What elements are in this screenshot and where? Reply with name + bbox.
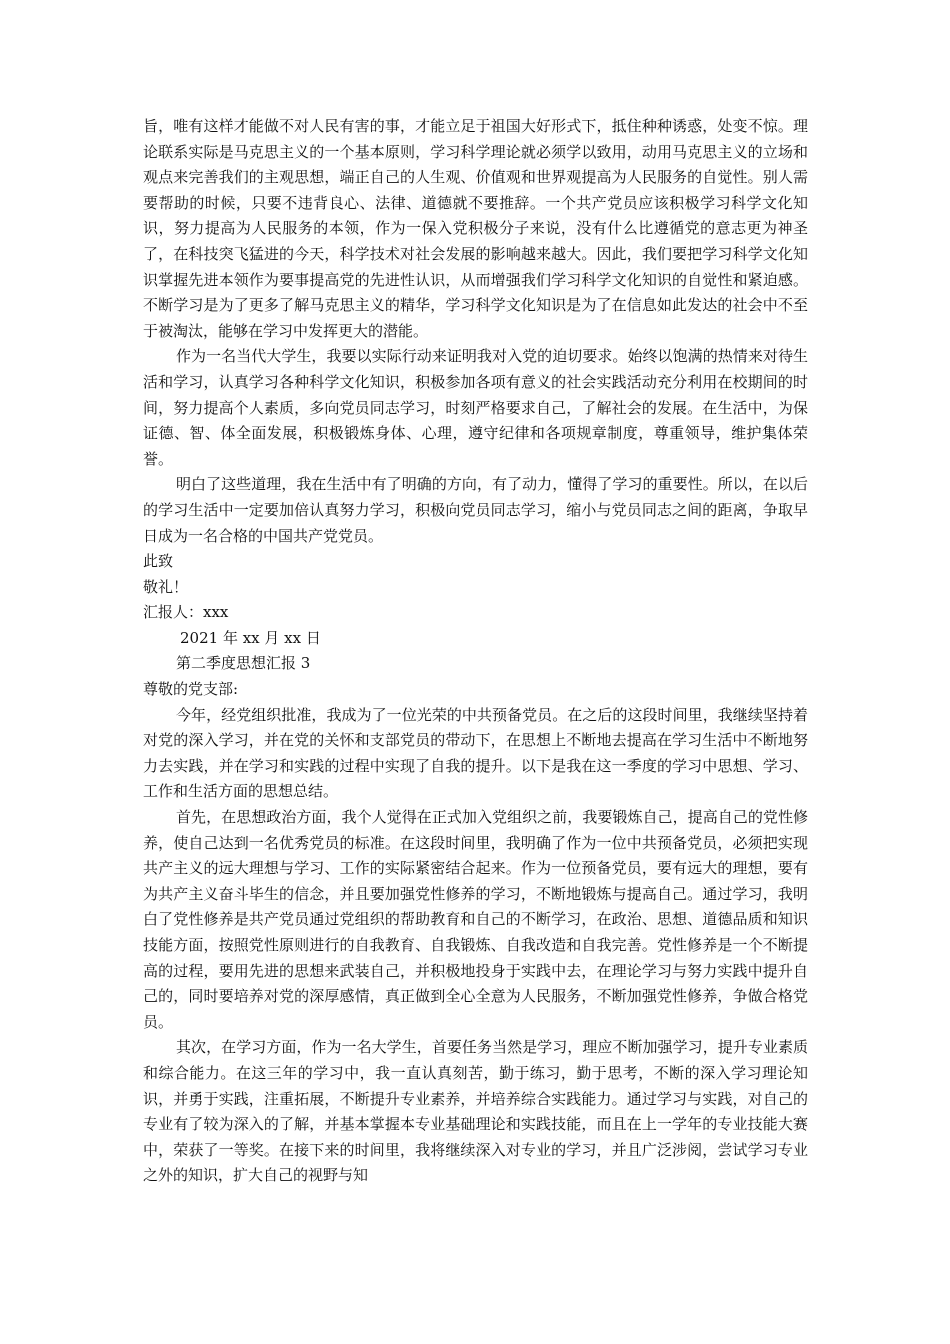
greeting: 尊敬的党支部: xyxy=(143,680,239,699)
report-date: 2021 年 xx 月 xx 日 xyxy=(180,628,321,647)
paragraph-continuation: 旨，唯有这样才能做不对人民有害的事，才能立足于祖国大好形式下，抵住种种诱惑，处变不惊。理论联系实际是马克思主义的一个基本原则，学习科学理论就必须学以致用，动用马克思主义的立场和观点来完善我们的主观思想，端正自己的人生观、价值观和世界观提高为人民服务的自觉性。别人需要帮助的时候，只要不违背良心、法律、道德就不要推辞。一个共产党员应该积极学习科学文化知识，努力提高为人民服务的本领，作为一保入党积极分子来说，没有什么比遵循党的意志更为神圣了，在科技突飞猛进的今天，科学技术对社会发展的影响越来越大。因此，我们要把学习科学文化知识掌握先进本领作为要事提高党的先进性认识，从而增强我们学习科学文化知识的自觉性和紧迫感。不断学习是为了更多了解马克思主义的精华，学习科学文化知识是为了在信息如此发达的社会中不至于被淘汰，能够在学习中发挥更大的潜能。 xyxy=(143,117,808,340)
paragraph-action: 作为一名当代大学生，我要以实际行动来证明我对入党的迫切要求。始终以饱满的热情来对待生活和学习，认真学习各种科学文化知识，积极参加各项有意义的社会实践活动充分利用在校期间的时间，努力提高个人素质，多向党员同志学习，时刻严格要求自己，了解社会的发展。在生活中，为保证德、智、体全面发展，积极锻炼身体、心理，遵守纪律和各项规章制度，尊重领导，维护集体荣誉。 xyxy=(143,347,808,468)
closing-salutation: 此致 xyxy=(143,552,174,571)
paragraph-intro: 今年，经党组织批准，我成为了一位光荣的中共预备党员。在之后的这段时间里，我继续坚持着对党的深入学习，并在党的关怀和支部党员的带动下，在思想上不断地去提高在学习生活中不断地努力去实践，并在学习和实践的过程中实现了自我的提升。以下是我在这一季度的学习中思想、学习、工作和生活方面的思想总结。 xyxy=(143,705,808,801)
reporter-line: 汇报人：xxx xyxy=(143,603,229,622)
section-title: 第二季度思想汇报 3 xyxy=(176,654,311,673)
paragraph-study: 其次，在学习方面，作为一名大学生，首要任务当然是学习，理应不断加强学习，提升专业素质和综合能力。在这三年的学习中，我一直认真刻苦，勤于练习，勤于思考，不断的深入学习理论知识，并勇于实践，注重拓展，不断提升专业素养，并培养综合实践能力。通过学习与实践，对自己的专业有了较为深入的了解，并基本掌握本专业基础理论和实践技能，而且在上一学年的专业技能大赛中，荣获了一等奖。在接下来的时间里，我将继续深入对专业的学习，并且广泛涉阅，尝试学习专业之外的知识，扩大自己的视野与知 xyxy=(143,1038,808,1185)
paragraph-ideology: 首先，在思想政治方面，我个人觉得在正式加入党组织之前，我要锻炼自己，提高自己的党性修养，使自己达到一名优秀党员的标准。在这段时间里，我明确了作为一位中共预备党员，必须把实现共产主义的远大理想与学习、工作的实际紧密结合起来。作为一位预备党员，要有远大的理想，要有为共产主义奋斗毕生的信念，并且要加强党性修养的学习，不断地锻炼与提高自己。通过学习，我明白了党性修养是共产党员通过党组织的帮助教育和自己的不断学习，在政治、思想、道德品质和知识技能方面，按照党性原则进行的自我教育、自我锻炼、自我改造和自我完善。党性修养是一个不断提高的过程，要用先进的思想来武装自己，并积极地投身于实践中去，在理论学习与努力实践中提升自己的，同时要培养对党的深厚感情，真正做到全心全意为人民服务，不断加强党性修养，争做合格党员。 xyxy=(143,808,808,1031)
closing-regards: 敬礼！ xyxy=(143,577,189,596)
paragraph-understanding: 明白了这些道理，我在生活中有了明确的方向，有了动力，懂得了学习的重要性。所以，在以后的学习生活中一定要加倍认真努力学习，积极向党员同志学习，缩小与党员同志之间的距离，争取早日成为一名合格的中国共产党党员。 xyxy=(143,475,808,545)
document-body xyxy=(143,114,808,1189)
